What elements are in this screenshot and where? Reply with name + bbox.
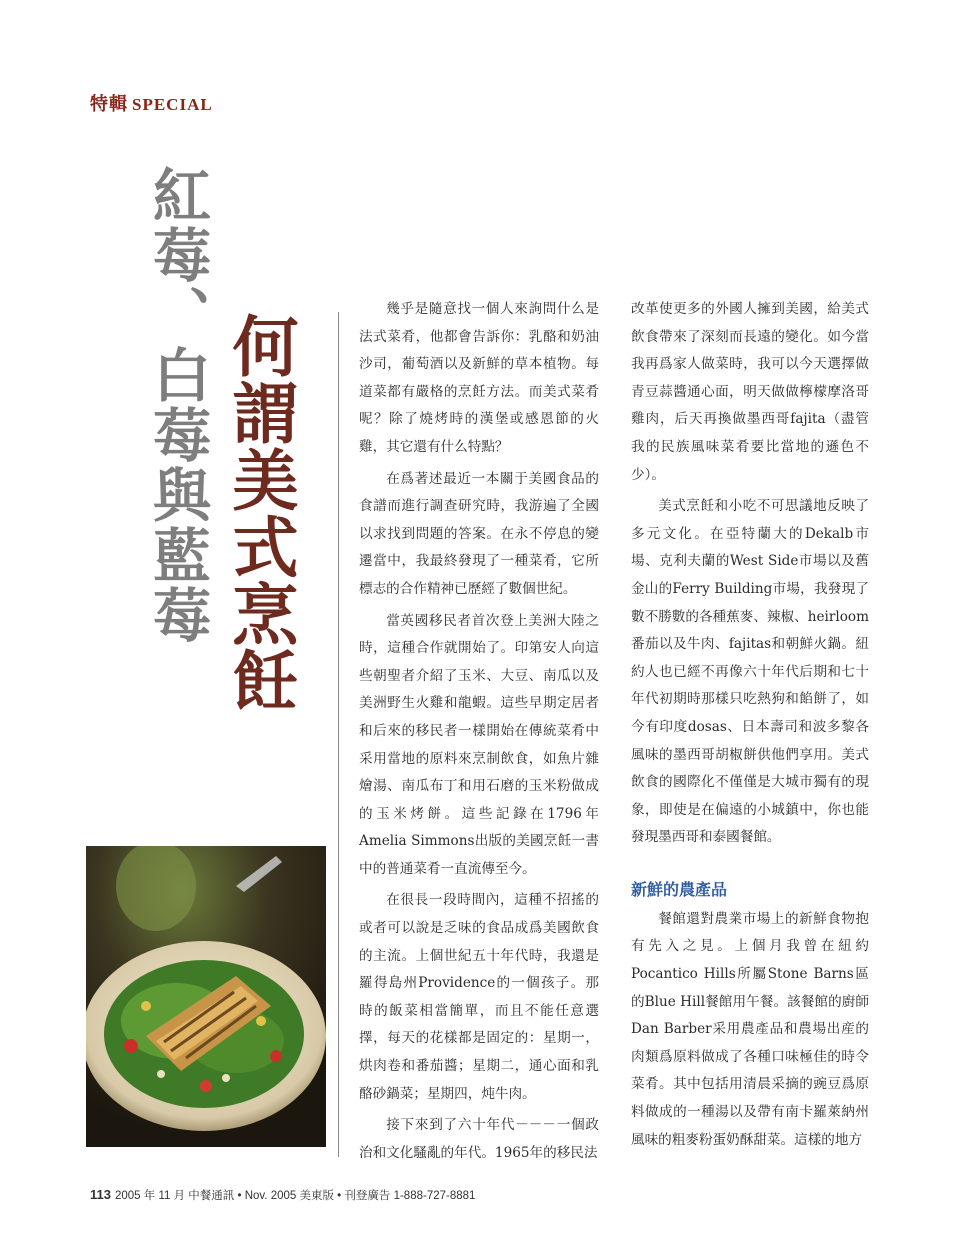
section-subheading: 新鮮的農產品: [631, 879, 728, 899]
article-subtitle: 紅莓、白莓與藍莓: [143, 165, 211, 645]
paragraph: 在爲著述最近一本關于美國食品的食譜而進行調查研究時，我游遍了全國以求找到問題的答案。在永不停息的變遷當中，我最終發現了一種菜肴，它所標志的合作精神已歷經了數個世紀。: [359, 470, 599, 597]
paragraph: 餐館還對農業市場上的新鮮食物抱有先入之見。上個月我曾在紐約Pocantico Hills所屬Stone Barns區的Blue Hill餐館用午餐。該餐館的廚師Dan Barber采用農產品和農場出産的肉類爲原料做成了各種口味極佳的時令菜肴。其中包括用清晨采摘的豌豆爲原料做成的一種湯以及帶有南卡羅萊納州風味的粗麥粉蛋奶酥甜菜。這樣的地方: [631, 910, 869, 1148]
page-footer: [90, 1187, 475, 1203]
food-photo: [86, 846, 326, 1147]
paragraph: 在很長一段時間內，這種不招搖的或者可以說是乏味的食品成爲美國飲食的主流。上個世紀五十年代時，我還是羅得島州Providence的一個孩子。那時的飯菜相當簡單，而且不能任意選擇，每天的花樣都是固定的：星期一，烘肉卷和番茄醬；星期二，通心面和乳酪砂鍋菜；星期四，炖牛肉。: [359, 892, 599, 1102]
paragraph: 幾乎是隨意找一個人來詢問什么是法式菜肴，他都會告訴你：乳酪和奶油沙司，葡萄酒以及新鮮的草本植物。每道菜都有嚴格的烹飪方法。而美式菜肴呢？除了燒烤時的漢堡或感恩節的火雞，其它還有什么特點？: [359, 301, 599, 455]
page-number: 113: [90, 1187, 111, 1202]
paragraph: 接下來到了六十年代－－－一個政治和文化騷亂的年代。1965年的移民法: [359, 1117, 599, 1161]
section-tag-en: SPECIAL: [132, 95, 213, 114]
paragraph: 當英國移民者首次登上美洲大陸之時，這種合作就開始了。印第安人向這些朝聖者介紹了玉米、大豆、南瓜以及美洲野生火雞和龍蝦。這些早期定居者和后來的移民者一樣開始在傳統菜肴中采用當地的原料來烹制飲食，如魚片雜燴湯、南瓜布丁和用石磨的玉米粉做成的玉米烤餅。這些記錄在1796年Amelia Simmons出版的美國烹飪一書中的普通菜肴一直流傳至今。: [359, 612, 599, 877]
body-column-2: [631, 296, 869, 1158]
section-tag: [90, 90, 213, 116]
body-column-1: [359, 296, 599, 1171]
article-title: 何謂美式烹飪: [221, 312, 298, 714]
paragraph: 美式烹飪和小吃不可思議地反映了多元文化。在亞特蘭大的Dekalb市場、克利夫蘭的West Side市場以及舊金山的Ferry Building市場，我發現了數不勝數的各種蕉麥、辣椒、heirloom番茄以及牛肉、fajitas和朝鮮火鍋。紐約人也已經不再像六十年代后期和七十年代初期時那樣只吃熱狗和餡餅了，如今有印度dosas、日本壽司和波多黎各風味的墨西哥胡椒餅供他們享用。美式飲食的國際化不僅僅是大城市獨有的現象，即使是在偏遠的小城鎮中，你也能發現墨西哥和泰國餐館。: [631, 498, 869, 846]
section-tag-zh: 特輯: [90, 94, 128, 115]
salad-plate-illustration: [86, 846, 326, 1147]
column-divider: [338, 312, 339, 1157]
footer-text: 2005 年 11 月 中餐通訊 • Nov. 2005 美東版 • 刊登廣告 1-888-727-8881: [114, 1190, 476, 1202]
paragraph: 改革使更多的外國人擁到美國，給美式飲食帶來了深刻而長遠的變化。如今當我再爲家人做菜時，我可以今天選擇做青豆蒜醬通心面，明天做做檸檬摩洛哥雞肉，后天再換做墨西哥fajita（盡管我的民族風味菜肴要比當地的遜色不少）。: [631, 301, 869, 483]
